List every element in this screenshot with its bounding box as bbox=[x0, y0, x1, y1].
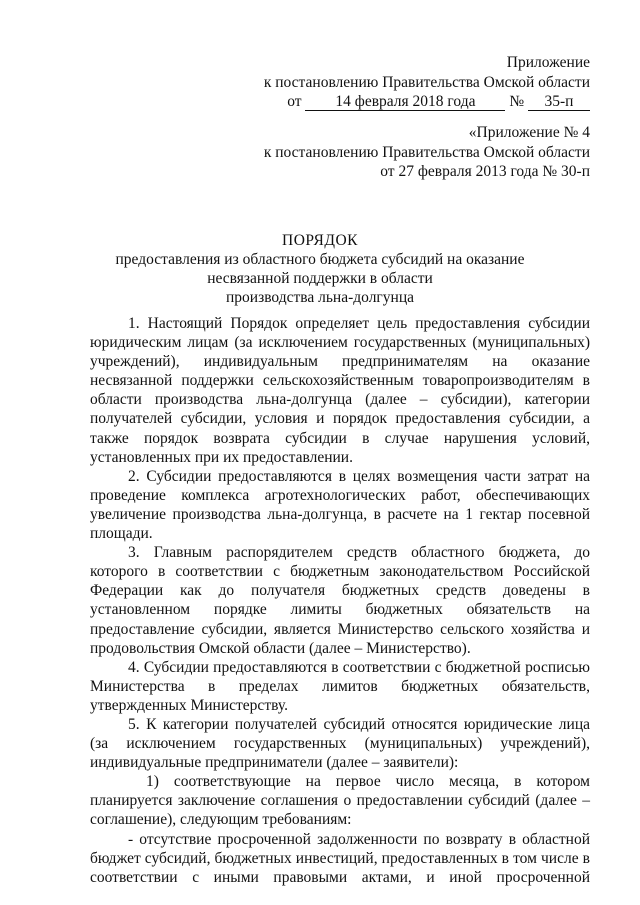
resolution-reference: к постановлению Правительства Омской области bbox=[263, 73, 590, 91]
date-prefix: от bbox=[287, 93, 302, 110]
appendix-header bbox=[264, 53, 590, 112]
appendix-number: «Приложение № 4 bbox=[468, 124, 590, 141]
number-sign: № bbox=[509, 93, 525, 110]
subtitle-line-2: несвязанной поддержки в области bbox=[207, 270, 433, 287]
paragraph-1: 1. Настоящий Порядок определяет цель предоставления субсидии юридическим лицам (за исключением государственных (муниципальных) учреждений), индивидуальным предпринимателям на оказание несвязанной поддержки сельскохозяйственным товаропроизводителям в области производства льна-долгунца (далее – субсидии), категории получателей субсидии, условия и порядок предоставления субсидии, а также порядок возврата субсидии в случае нарушения условий, установленных при их предоставлении. bbox=[90, 315, 590, 466]
appendix-label: Приложение bbox=[506, 54, 590, 71]
original-resolution-reference: к постановлению Правительства Омской области bbox=[263, 143, 590, 161]
paragraph-2: 2. Субсидии предоставляются в целях возмещения части затрат на проведение комплекса агротехнологических работ, обеспечивающих увеличение производства льна-долгунца, в расчете на 1 гектар посевной площади. bbox=[90, 467, 590, 543]
original-appendix-header bbox=[264, 123, 590, 182]
subtitle-line-1: предоставления из областного бюджета субсидий на оказание bbox=[115, 251, 525, 268]
document-subtitle bbox=[60, 250, 580, 307]
resolution-number: 35-п bbox=[528, 94, 590, 111]
paragraph-3: 3. Главным распорядителем средств областного бюджета, до которого в соответствии с бюджетным законодательством Российской Федерации как до получателя бюджетных средств доведены в установленном порядке лимиты бюджетных обязательств на предоставление субсидии, является Министерство сельского хозяйства и продовольствия Омской области (далее – Министерство). bbox=[90, 544, 590, 657]
subparagraph-1: 1) соответствующие на первое число месяца, в котором планируется заключение соглашения о предоставлении субсидий (далее – соглашение), следующим требованиям: bbox=[90, 773, 590, 829]
document-body bbox=[90, 314, 590, 887]
resolution-date: 14 февраля 2018 года bbox=[305, 94, 505, 111]
resolution-date-line bbox=[264, 92, 590, 112]
paragraph-5: 5. К категории получателей субсидий относятся юридические лица (за исключением государственных (муниципальных) учреждений), индивидуальные предприниматели (далее – заявители): bbox=[90, 715, 590, 772]
paragraph-4: 4. Субсидии предоставляются в соответствии с бюджетной росписью Министерства в пределах лимитов бюджетных обязательств, утвержденных Министерству. bbox=[90, 658, 590, 714]
requirement-item: - отсутствие просроченной задолженности по возврату в областной бюджет субсидий, бюджетных инвестиций, предоставленных в том числе в соответствии с иными правовыми актами, и иной просроченной bbox=[90, 830, 590, 886]
document-title: ПОРЯДОК bbox=[282, 232, 358, 249]
subtitle-line-3: производства льна-долгунца bbox=[225, 289, 415, 306]
original-resolution-date: от 27 февраля 2013 года № 30-п bbox=[380, 163, 590, 180]
